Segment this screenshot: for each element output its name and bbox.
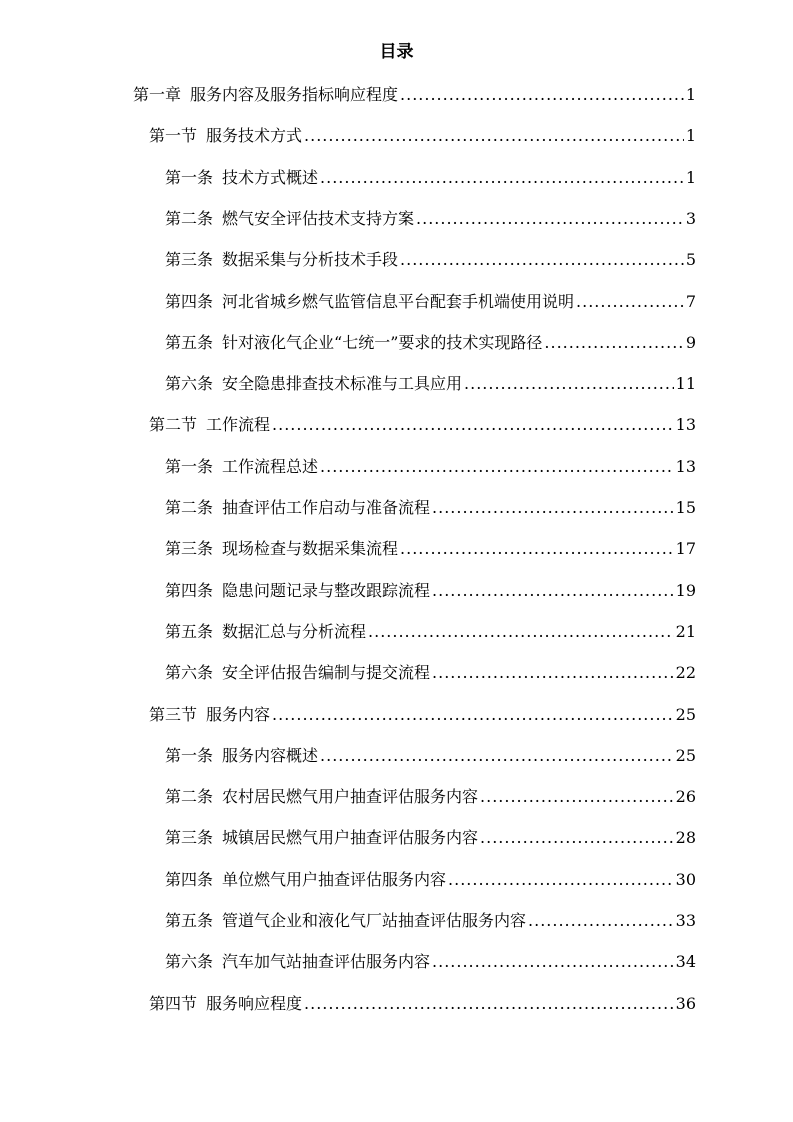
toc-entry-label xyxy=(165,659,432,687)
toc-entry-number: 第三节 xyxy=(149,704,198,724)
toc-entry[interactable] xyxy=(165,370,696,398)
toc-dot-leader xyxy=(272,411,674,439)
toc-dot-leader xyxy=(432,577,674,605)
toc-entry-title: 现场检查与数据采集流程 xyxy=(222,539,399,559)
toc-entry-label xyxy=(133,81,400,109)
toc-dot-leader xyxy=(432,948,674,976)
toc-entry[interactable] xyxy=(165,618,696,646)
toc-entry-label xyxy=(165,288,576,316)
toc-page-number: 15 xyxy=(675,498,696,517)
toc-entry[interactable] xyxy=(165,453,696,481)
toc-entry-label xyxy=(165,164,320,192)
toc-entry-label xyxy=(165,246,400,274)
toc-entry-title: 抽查评估工作启动与准备流程 xyxy=(222,498,431,517)
toc-entry-number: 第六条 xyxy=(165,952,214,972)
toc-entry-number: 第二条 xyxy=(165,498,214,517)
toc-entry-label xyxy=(149,411,272,439)
toc-entry-title: 汽车加气站抽查评估服务内容 xyxy=(222,952,431,972)
toc-page-number: 9 xyxy=(685,332,696,352)
toc-entry-number: 第二条 xyxy=(165,208,214,228)
page-title: 目录 xyxy=(379,42,414,62)
toc-entry-number: 第五条 xyxy=(165,332,214,352)
toc-entry-number: 第六条 xyxy=(165,374,214,394)
toc-dot-leader xyxy=(304,122,684,150)
toc-entry-number: 第三条 xyxy=(165,250,214,270)
toc-page-number: 13 xyxy=(675,456,696,476)
toc-entry[interactable] xyxy=(165,866,696,894)
toc-page-number: 13 xyxy=(675,415,696,435)
toc-page-number: 5 xyxy=(685,250,696,270)
toc-entry[interactable] xyxy=(165,246,696,274)
toc-entry-number: 第三条 xyxy=(165,828,214,848)
toc-entry-title: 服务响应程度 xyxy=(206,993,303,1013)
toc-dot-leader xyxy=(576,288,684,316)
toc-entry-title: 河北省城乡燃气监管信息平台配套手机端使用说明 xyxy=(222,291,575,311)
toc-entry-number: 第五条 xyxy=(165,621,214,641)
toc-dot-leader xyxy=(464,370,674,398)
toc-entry[interactable] xyxy=(165,948,696,976)
toc-entry-number: 第四节 xyxy=(149,993,198,1013)
toc-entry[interactable] xyxy=(165,288,696,316)
toc-entry-number: 第一条 xyxy=(165,456,214,476)
toc-page-number: 36 xyxy=(675,993,696,1013)
toc-entry-title: 农村居民燃气用户抽查评估服务内容 xyxy=(222,787,479,807)
toc-dot-leader xyxy=(304,990,674,1018)
toc-entry[interactable] xyxy=(149,122,696,150)
toc-entry-number: 第一章 xyxy=(133,85,182,104)
toc-page-number: 1 xyxy=(685,167,696,187)
toc-dot-leader xyxy=(432,659,674,687)
toc-page-number: 11 xyxy=(675,374,696,394)
toc-entry[interactable] xyxy=(165,907,696,935)
toc-dot-leader xyxy=(544,329,683,357)
toc-entry-number: 第四条 xyxy=(165,580,214,600)
toc-page-number: 19 xyxy=(675,580,696,600)
toc-entry-number: 第二节 xyxy=(149,415,198,435)
toc-entry-label xyxy=(165,205,416,233)
toc-entry-title: 隐患问题记录与整改跟踪流程 xyxy=(222,580,431,600)
toc-entry-label xyxy=(165,577,432,605)
toc-entry-title: 工作流程 xyxy=(206,415,271,435)
toc-entry-title: 工作流程总述 xyxy=(222,456,319,476)
toc-dot-leader xyxy=(400,246,684,274)
toc-page-number: 34 xyxy=(675,952,696,972)
toc-entry-title: 单位燃气用户抽查评估服务内容 xyxy=(222,869,447,889)
toc-dot-leader xyxy=(400,81,684,109)
toc-entry-number: 第一条 xyxy=(165,167,214,187)
toc-entry-label xyxy=(165,824,480,852)
toc-dot-leader xyxy=(416,205,684,233)
toc-entry-title: 服务内容及服务指标响应程度 xyxy=(190,85,399,104)
toc-entry-number: 第二条 xyxy=(165,787,214,807)
toc-entry-title: 数据汇总与分析流程 xyxy=(222,621,367,641)
toc-entry-title: 数据采集与分析技术手段 xyxy=(222,250,399,270)
toc-entry-label xyxy=(165,370,464,398)
toc-entry[interactable] xyxy=(165,329,696,357)
toc-entry-number: 第一条 xyxy=(165,745,214,765)
toc-entry-label xyxy=(165,535,400,563)
toc-entry-label xyxy=(149,990,304,1018)
toc-entry[interactable] xyxy=(149,411,696,439)
toc-entry[interactable] xyxy=(149,990,696,1018)
toc-page-number: 17 xyxy=(675,539,696,559)
toc-entry-title: 针对液化气企业“七统一”要求的技术实现路径 xyxy=(222,332,543,352)
toc-entry-label xyxy=(165,742,320,770)
toc-dot-leader xyxy=(320,742,674,770)
toc-entry-title: 技术方式概述 xyxy=(222,167,319,187)
toc-entry-title: 服务内容概述 xyxy=(222,745,319,765)
toc-page-number: 21 xyxy=(675,621,696,641)
toc-entry[interactable] xyxy=(165,824,696,852)
toc-entry-label xyxy=(165,329,544,357)
toc-entry[interactable] xyxy=(165,742,696,770)
toc-dot-leader xyxy=(432,494,674,522)
toc-page-number: 28 xyxy=(675,828,696,848)
toc-dot-leader xyxy=(368,618,674,646)
toc-entry-number: 第四条 xyxy=(165,869,214,889)
toc-entry-number: 第六条 xyxy=(165,663,214,683)
toc-entry-number: 第五条 xyxy=(165,911,214,930)
toc-dot-leader xyxy=(320,164,684,192)
toc-entry-label xyxy=(165,783,480,811)
toc-entry-title: 城镇居民燃气用户抽查评估服务内容 xyxy=(222,828,479,848)
toc-page-number: 26 xyxy=(675,787,696,807)
toc-entry-label xyxy=(165,494,432,522)
toc-entry-label xyxy=(149,701,272,729)
toc-page-number: 25 xyxy=(675,745,696,765)
toc-entry[interactable] xyxy=(165,783,696,811)
toc-page-number: 1 xyxy=(685,85,696,104)
toc-entry[interactable] xyxy=(165,577,696,605)
toc-entry-label xyxy=(165,948,432,976)
toc-entry[interactable] xyxy=(165,659,696,687)
toc-entry-label xyxy=(149,122,304,150)
toc-entry-title: 安全评估报告编制与提交流程 xyxy=(222,663,431,683)
toc-entry-title: 管道气企业和液化气厂站抽查评估服务内容 xyxy=(222,911,527,930)
toc-entry-title: 服务技术方式 xyxy=(206,126,303,146)
toc-dot-leader xyxy=(528,907,674,935)
toc-page-number: 3 xyxy=(685,208,696,228)
toc-entry-title: 燃气安全评估技术支持方案 xyxy=(222,208,415,228)
toc-page-number: 22 xyxy=(675,663,696,683)
toc-entry-label xyxy=(165,453,320,481)
toc-page-number: 1 xyxy=(685,126,696,146)
toc-entry-number: 第一节 xyxy=(149,126,198,146)
toc-dot-leader xyxy=(480,824,674,852)
toc-dot-leader xyxy=(272,701,674,729)
toc-entry[interactable] xyxy=(133,81,696,109)
toc-page-number: 33 xyxy=(675,911,696,930)
toc-entry-label xyxy=(165,907,528,935)
toc-page-number: 30 xyxy=(675,869,696,889)
toc-dot-leader xyxy=(448,866,674,894)
toc-entry[interactable] xyxy=(165,494,696,522)
toc-entry-title: 安全隐患排查技术标准与工具应用 xyxy=(222,374,463,394)
toc-entry[interactable] xyxy=(149,701,696,729)
toc-entry-title: 服务内容 xyxy=(206,704,271,724)
toc-entry-label xyxy=(165,618,368,646)
toc-dot-leader xyxy=(480,783,674,811)
toc-entry[interactable] xyxy=(165,535,696,563)
toc-page-number: 7 xyxy=(685,291,696,311)
toc-dot-leader xyxy=(320,453,674,481)
toc-entry[interactable] xyxy=(165,205,696,233)
toc-entry-number: 第四条 xyxy=(165,291,214,311)
toc-page-number: 25 xyxy=(675,704,696,724)
toc-entry[interactable] xyxy=(165,164,696,192)
toc-entry-label xyxy=(165,866,448,894)
toc-dot-leader xyxy=(400,535,674,563)
toc-entry-number: 第三条 xyxy=(165,539,214,559)
